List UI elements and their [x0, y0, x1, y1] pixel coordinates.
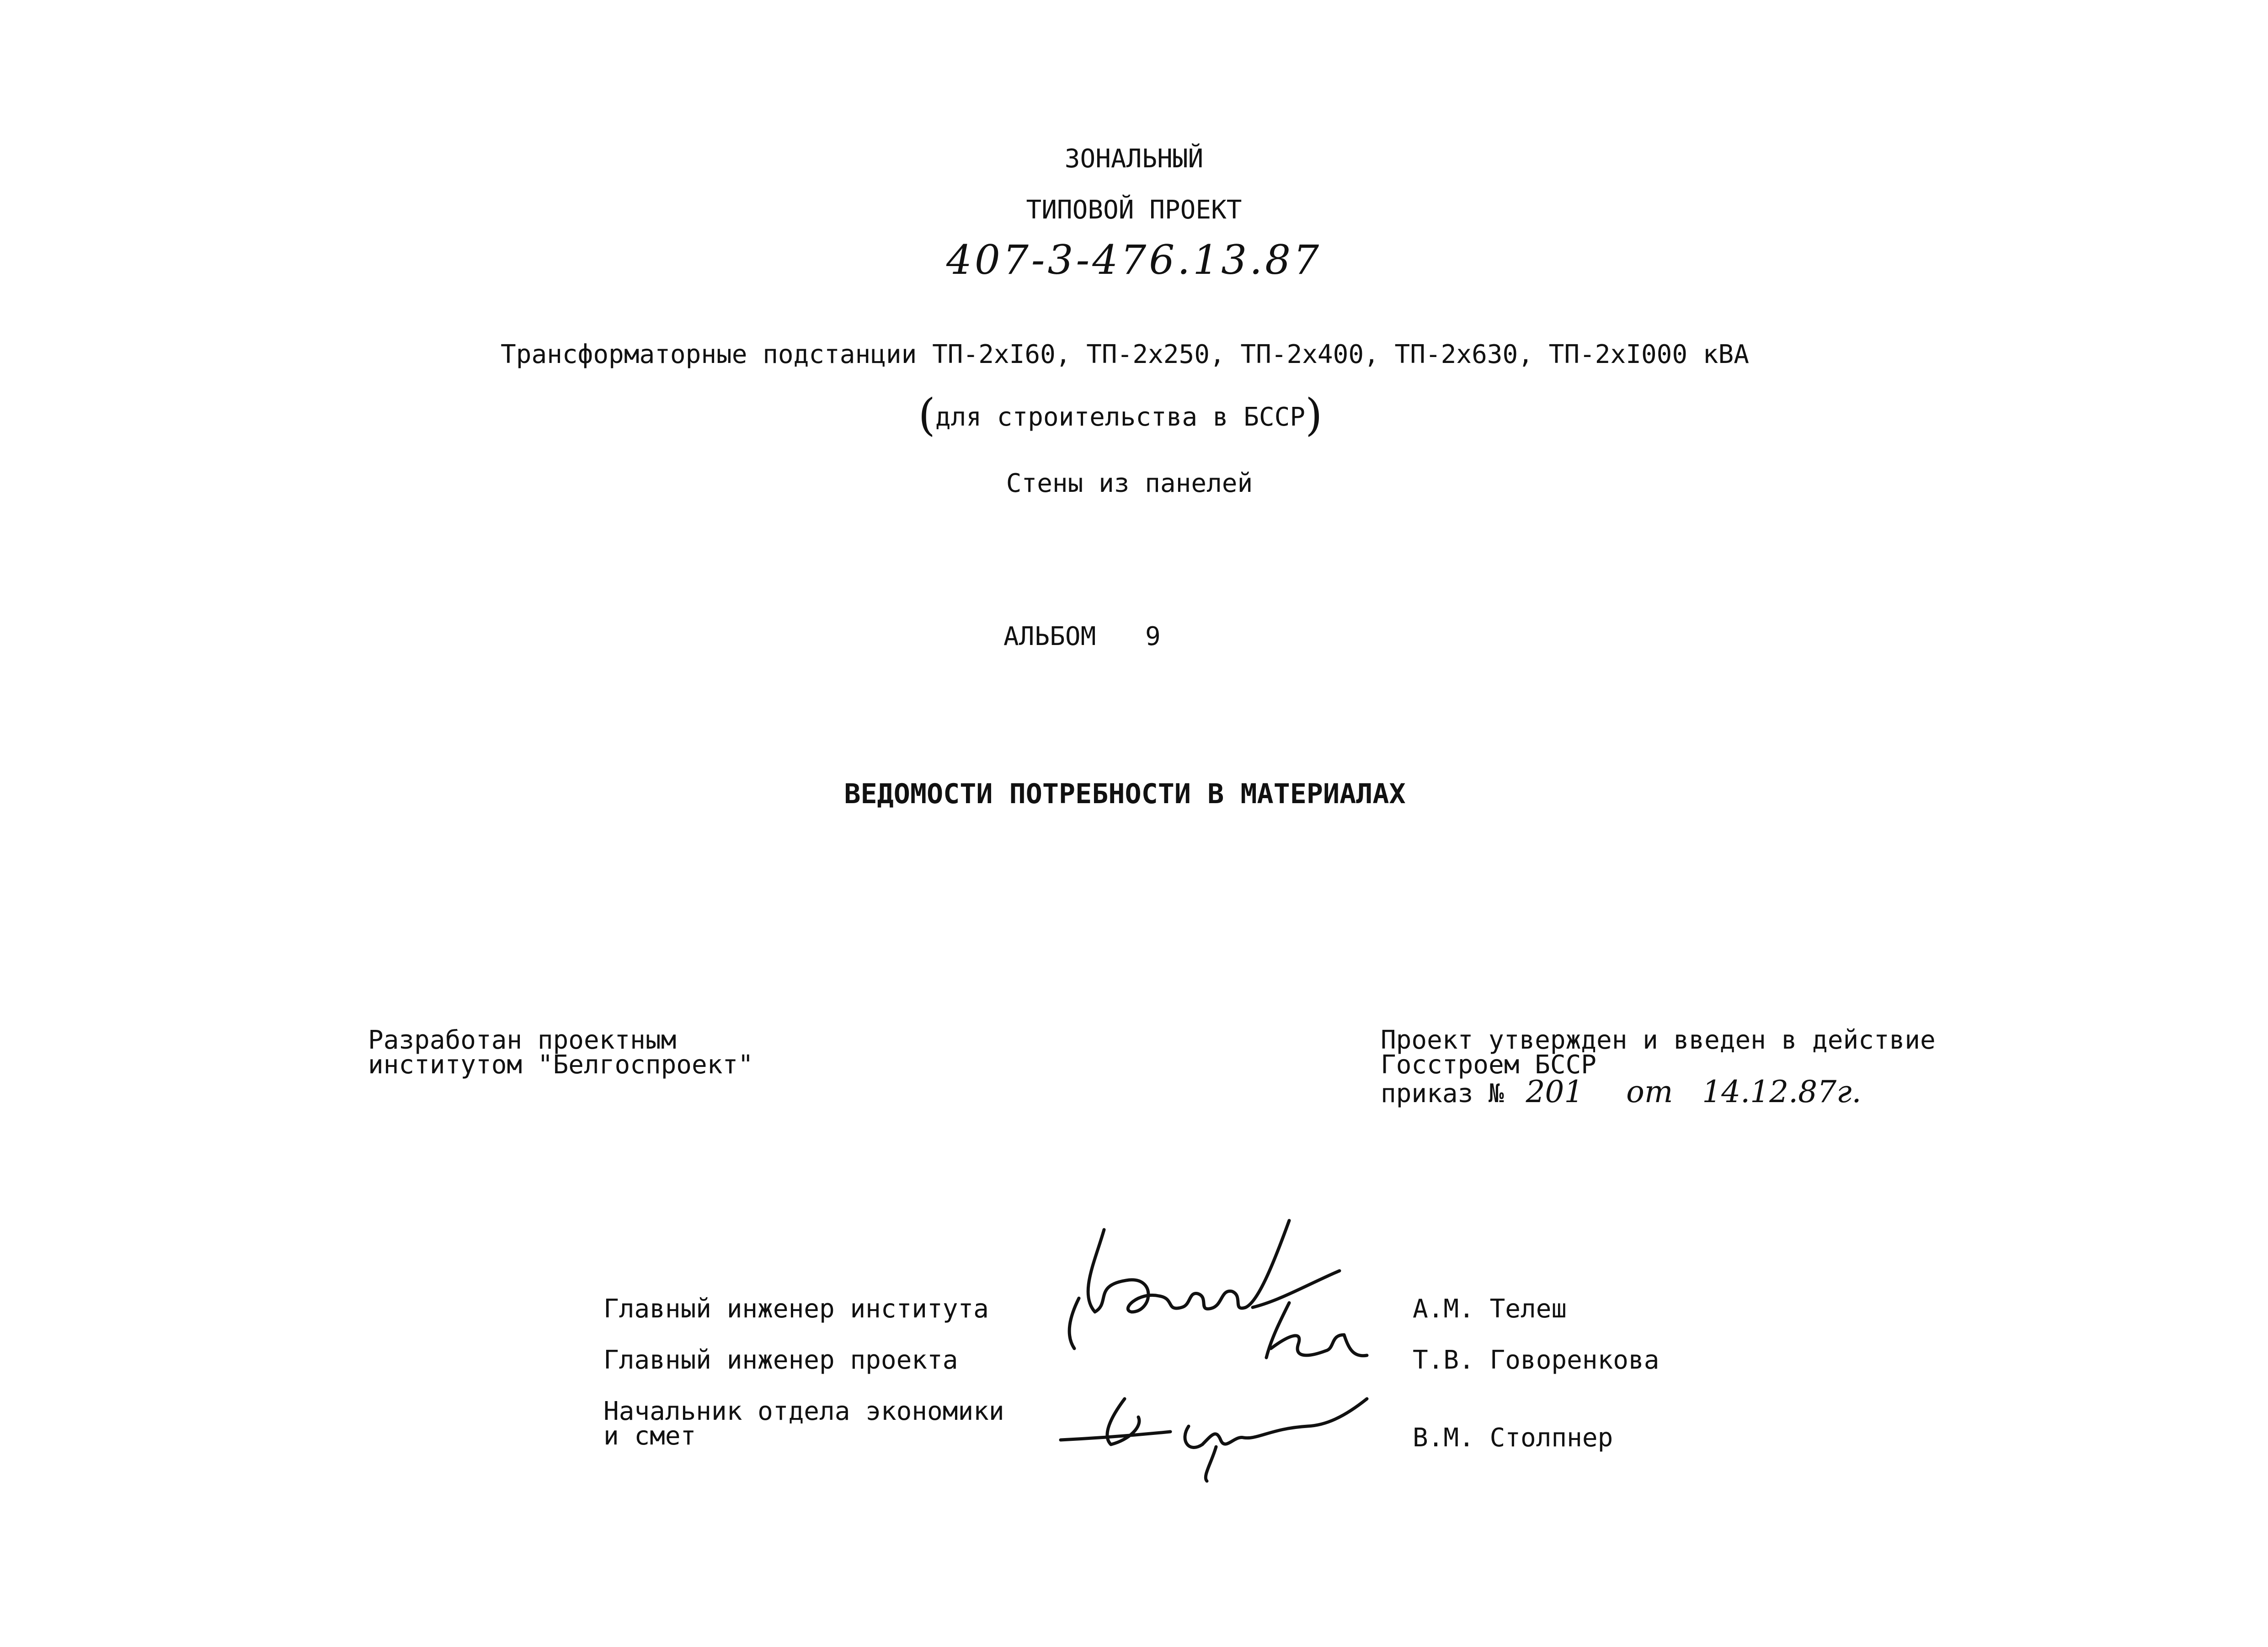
signatory-position-2: Главный инженер проекта: [603, 1345, 958, 1375]
order-date: 14.12.87г.: [1702, 1074, 1862, 1109]
signature-strokes: [1051, 1198, 1399, 1490]
signature-3: [1061, 1399, 1367, 1481]
project-number: 407-3-476.13.87: [946, 236, 1322, 283]
paren-close: ): [1305, 389, 1323, 441]
order-number: 201: [1526, 1074, 1584, 1109]
signatory-name-1: А.М. Телеш: [1413, 1294, 1567, 1324]
paren-open: (: [918, 389, 935, 441]
signatory-position-3b: и смет: [603, 1421, 696, 1451]
signatory-name-2: Т.В. Говоренкова: [1413, 1345, 1660, 1375]
region-line: [0, 389, 2254, 441]
header-zonal: ЗОНАЛЬНЫЙ: [1064, 144, 1204, 174]
signatory-name-3: В.М. Столпнер: [1413, 1423, 1613, 1453]
region-text: для строительства в БССР: [935, 402, 1306, 432]
signature-1-tail: [1069, 1298, 1079, 1349]
developer-line-1: Разработан проектным: [368, 1025, 677, 1055]
developer-line-2: институтом "Белгоспроект": [368, 1050, 753, 1080]
signature-1: [1088, 1221, 1339, 1312]
date-prefix: от: [1626, 1074, 1673, 1109]
substations-title: Трансформаторные подстанции ТП-2хI60, ТП-2х250, ТП-2х400, ТП-2х630, ТП-2хI000 кВА: [501, 340, 1749, 369]
album-number: 9: [1145, 622, 1161, 651]
header-typical-project: ТИПОВОЙ ПРОЕКТ: [1026, 195, 1242, 225]
order-prefix: приказ №: [1381, 1079, 1504, 1109]
approval-line-2: Госстроем БССР: [1381, 1050, 1597, 1080]
approval-line-1: Проект утвержден и введен в действие: [1381, 1025, 1936, 1055]
signatory-position-1: Главный инженер института: [603, 1294, 989, 1324]
document-title: ВЕДОМОСТИ ПОТРЕБНОСТИ В МАТЕРИАЛАХ: [844, 778, 1406, 810]
album-label: АЛЬБОМ: [1003, 622, 1096, 651]
approval-order: [1381, 1074, 1862, 1109]
walls-line: Стены из панелей: [1006, 469, 1253, 498]
signatory-position-3a: Начальник отдела экономики: [603, 1396, 1004, 1426]
signature-2: [1266, 1303, 1367, 1358]
